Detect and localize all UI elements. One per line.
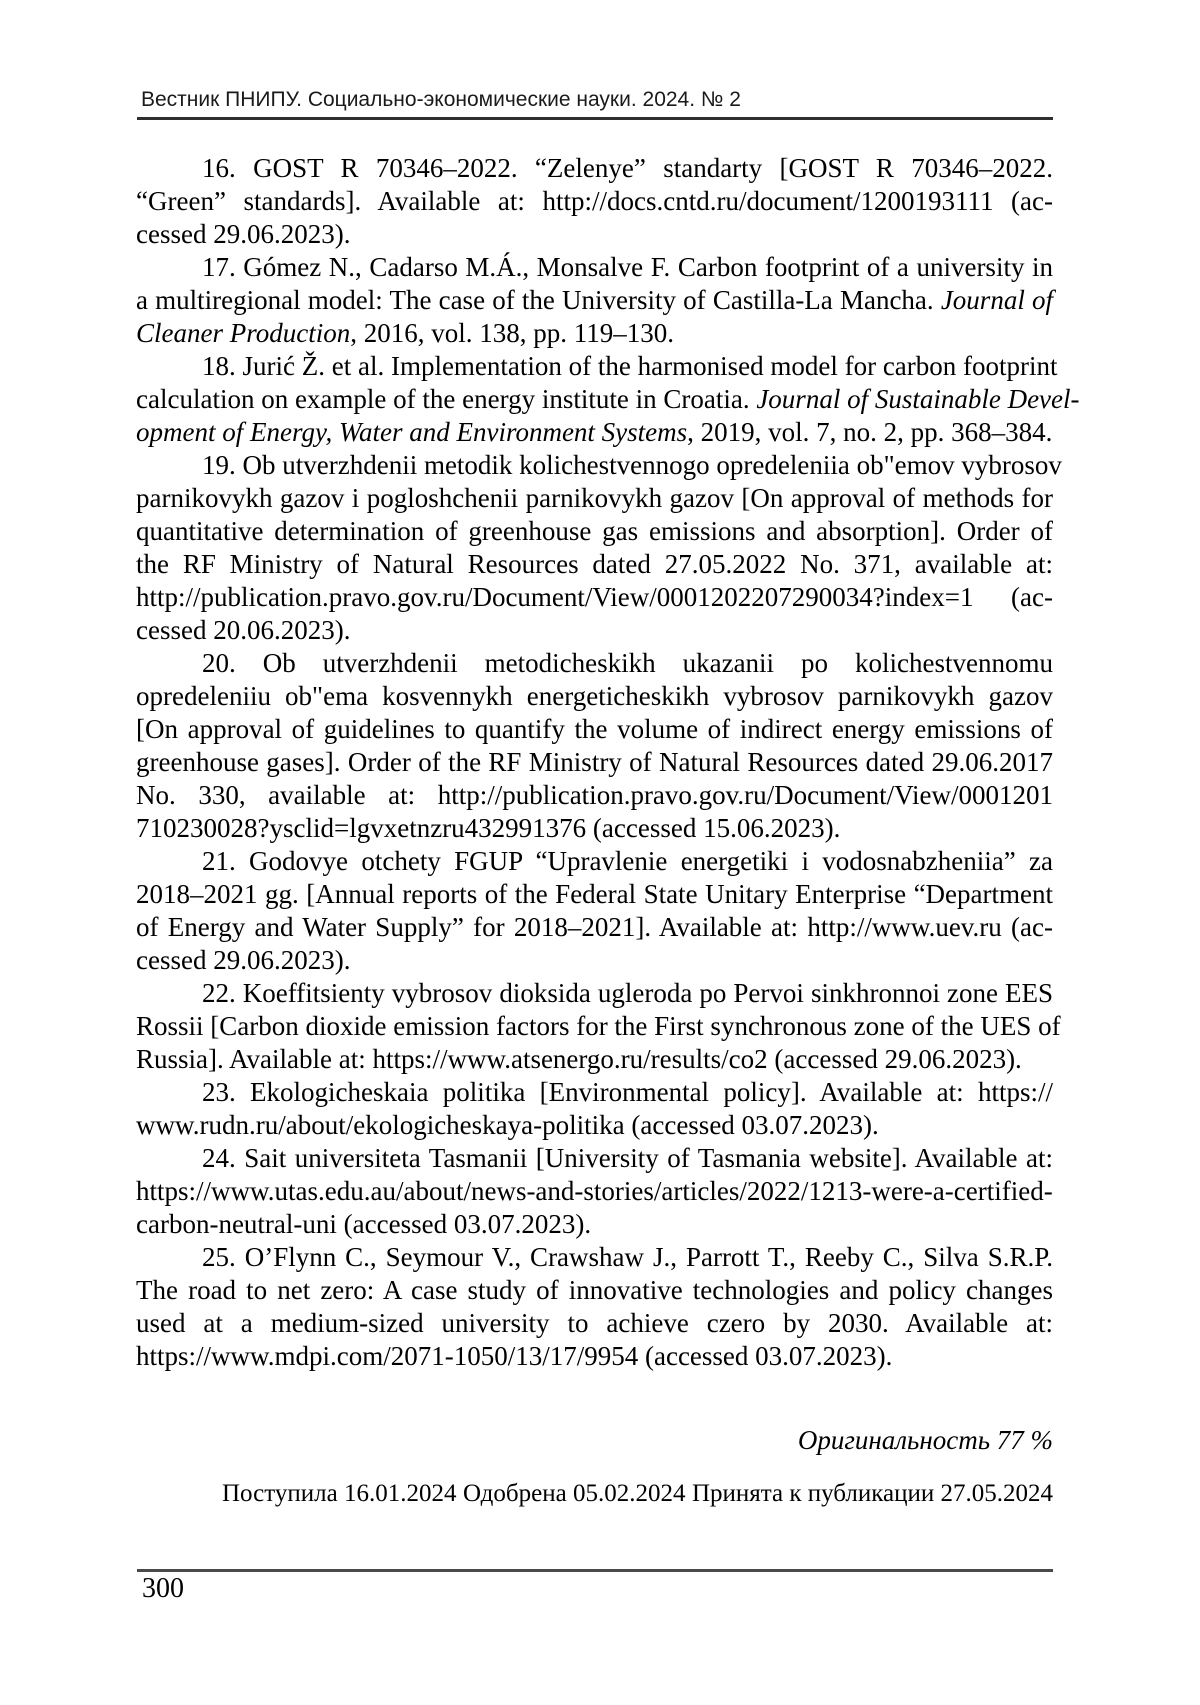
reference-line: Cleaner Production, 2016, vol. 138, pp. 119–130.	[136, 318, 674, 348]
reference-line: 2018–2021 gg. [Annual reports of the Federal State Unitary Enterprise “Department	[136, 879, 1053, 909]
reference-item	[136, 1142, 1053, 1241]
reference-line: 18. Jurić Ž. et al. Implementation of the harmonised model for carbon footprint	[202, 351, 1058, 381]
reference-line: 21. Godovye otchety FGUP “Upravlenie energetiki i vodosnabzheniia” za	[202, 846, 1053, 876]
reference-line: the RF Ministry of Natural Resources dated 27.05.2022 No. 371, available at:	[136, 549, 1053, 579]
running-title: Вестник ПНИПУ. Социально-экономические науки. 2024. № 2	[141, 88, 741, 111]
reference-line: http://publication.pravo.gov.ru/Document/View/0001202207290034?index=1 (ac-	[136, 582, 1053, 612]
reference-line: opment of Energy, Water and Environment Systems, 2019, vol. 7, no. 2, pp. 368–384.	[136, 417, 1053, 447]
reference-item	[136, 647, 1053, 845]
reference-line: greenhouse gases]. Order of the RF Ministry of Natural Resources dated 29.06.2017	[136, 747, 1053, 777]
reference-line: https://www.utas.edu.au/about/news-and-stories/articles/2022/1213-were-a-certified-	[136, 1176, 1053, 1206]
reference-line: opredeleniiu ob"ema kosvennykh energeticheskikh vybrosov parnikovykh gazov	[136, 681, 1053, 711]
reference-line: https://www.mdpi.com/2071-1050/13/17/9954 (accessed 03.07.2023).	[136, 1341, 893, 1371]
reference-line: a multiregional model: The case of the University of Castilla-La Mancha. Journal of	[136, 285, 1053, 315]
reference-item	[136, 845, 1053, 977]
reference-line: cessed 20.06.2023).	[136, 615, 351, 645]
reference-line: 19. Ob utverzhdenii metodik kolichestvennogo opredeleniia ob"emov vybrosov	[202, 450, 1062, 480]
reference-line: The road to net zero: A case study of innovative technologies and policy changes	[136, 1275, 1053, 1305]
reference-item	[136, 1241, 1053, 1373]
footer-rule	[137, 1569, 1053, 1572]
reference-line: No. 330, available at: http://publication.pravo.gov.ru/Document/View/0001201	[136, 780, 1053, 810]
reference-line: cessed 29.06.2023).	[136, 219, 351, 249]
date-approved: Одобрена 05.02.2024	[462, 1480, 686, 1507]
reference-line: calculation on example of the energy institute in Croatia. Journal of Sustainable Devel-	[136, 384, 1080, 414]
reference-line: carbon-neutral-uni (accessed 03.07.2023).	[136, 1209, 592, 1239]
header-double-rule	[137, 117, 1053, 120]
reference-item	[136, 977, 1061, 1076]
reference-line: of Energy and Water Supply” for 2018–2021]. Available at: http://www.uev.ru (ac-	[136, 912, 1053, 942]
reference-line: Rossii [Carbon dioxide emission factors for the First synchronous zone of the UES of	[136, 1011, 1061, 1041]
reference-line: 23. Ekologicheskaia politika [Environmental policy]. Available at: https://	[202, 1077, 1053, 1107]
reference-line: quantitative determination of greenhouse gas emissions and absorption]. Order of	[136, 516, 1053, 546]
reference-line: parnikovykh gazov i pogloshchenii parnikovykh gazov [On approval of methods for	[136, 483, 1053, 513]
reference-line: www.rudn.ru/about/ekologicheskaya-politika (accessed 03.07.2023).	[136, 1110, 879, 1140]
reference-item	[136, 152, 1053, 251]
reference-line: 710230028?ysclid=lgvxetnzru432991376 (accessed 15.06.2023).	[136, 813, 841, 843]
references-list	[136, 152, 1080, 1373]
reference-line: 20. Ob utverzhdenii metodicheskikh ukazanii po kolichestvennomu	[202, 648, 1053, 678]
reference-line: cessed 29.06.2023).	[136, 945, 351, 975]
article-dates-row	[136, 1478, 1053, 1509]
reference-line: 25. O’Flynn C., Seymour V., Crawshaw J., Parrott T., Reeby C., Silva S.R.P.	[202, 1242, 1053, 1272]
reference-line: Russia]. Available at: https://www.atsenergo.ru/results/co2 (accessed 29.06.2023).	[136, 1044, 1022, 1074]
reference-line: 16. GOST R 70346–2022. “Zelenye” standarty [GOST R 70346–2022.	[202, 153, 1053, 183]
reference-line: 22. Koeffitsienty vybrosov dioksida ugleroda po Pervoi sinkhronnoi zone EES	[202, 978, 1053, 1008]
reference-item	[136, 1076, 1053, 1142]
reference-item	[136, 350, 1080, 449]
originality-note: Оригинальность 77 %	[797, 1425, 1053, 1455]
date-accepted: Принята к публикации 27.05.2024	[691, 1480, 1053, 1507]
reference-line: “Green” standards]. Available at: http://docs.cntd.ru/document/1200193111 (ac-	[136, 186, 1053, 216]
reference-line: used at a medium-sized university to achieve czero by 2030. Available at:	[136, 1308, 1053, 1338]
reference-line: [On approval of guidelines to quantify the volume of indirect energy emissions of	[136, 714, 1053, 744]
page-number: 300	[142, 1573, 184, 1604]
reference-item	[136, 449, 1062, 647]
reference-item	[136, 251, 1053, 350]
reference-line: 24. Sait universiteta Tasmanii [University of Tasmania website]. Available at:	[202, 1143, 1053, 1173]
reference-line: 17. Gómez N., Cadarso M.Á., Monsalve F. Carbon footprint of a university in	[202, 252, 1053, 282]
date-received: Поступила 16.01.2024	[222, 1480, 457, 1507]
